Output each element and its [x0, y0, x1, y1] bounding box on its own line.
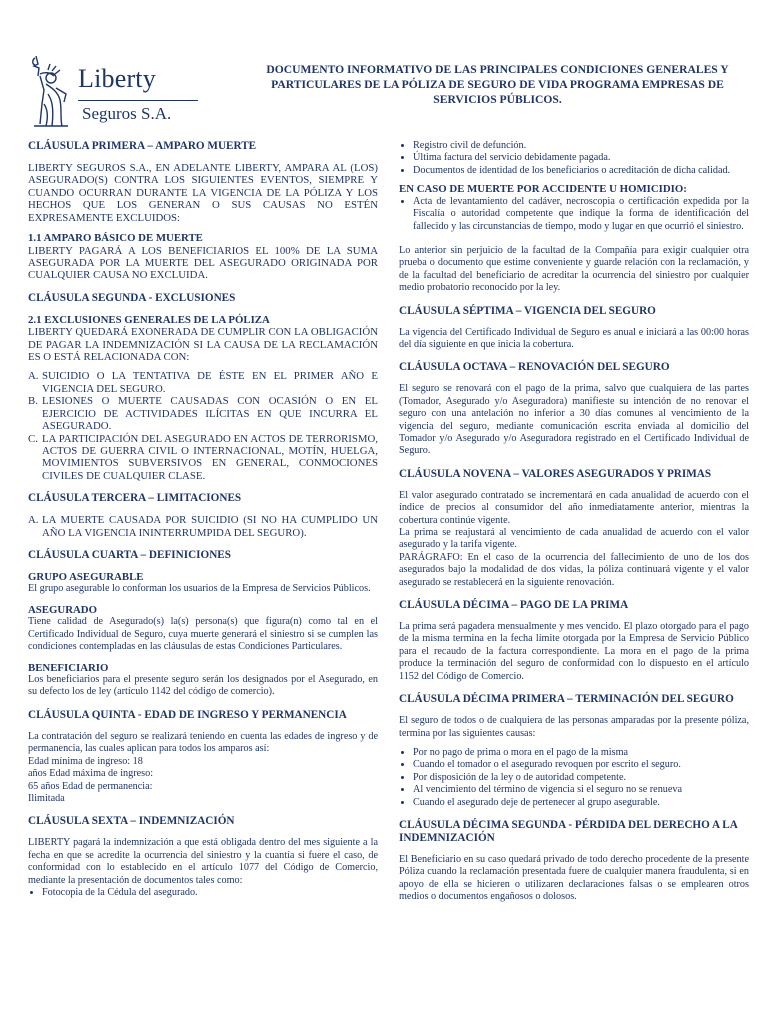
list-item: • Cuando el tomador o el asegurado revoquen por escrito el seguro.	[413, 759, 749, 771]
logo-divider	[78, 100, 198, 101]
clause-9-title: CLÁUSULA NOVENA – VALORES ASEGURADOS Y PRIMAS	[399, 467, 712, 480]
left-column	[28, 140, 378, 905]
limitations-list	[28, 514, 378, 539]
clause-11-title: CLÁUSULA DÉCIMA PRIMERA – TERMINACIÓN DEL SEGURO	[399, 693, 734, 706]
logo-subtitle: Seguros S.A.	[82, 104, 172, 123]
list-item: • Por no pago de prima o mora en el pago de la misma	[413, 747, 749, 759]
clause-5-title: CLÁUSULA QUINTA - EDAD DE INGRESO Y PERMANENCIA	[28, 708, 347, 721]
list-item: B. LESIONES O MUERTE CAUSADAS CON OCASIÓN O EN EL EJERCICIO DE ACTIVIDADES ILÍCITAS EN QUE INCURRA EL ASEGURADO.	[28, 395, 378, 433]
list-item: C. LA PARTICIPACIÓN DEL ASEGURADO EN ACTOS DE TERRORISMO, ACTOS DE GUERRA CIVIL O INTERNACIONAL, MOTÍN, HUELGA, MOVIMIENTOS SUBVERSIVOS EN GENERAL, CONMOCIONES CIVILES DE CUALQUIER CLASE.	[28, 432, 378, 482]
right-column	[399, 140, 749, 911]
age-line: Edad mínima de ingreso: 18	[28, 755, 143, 767]
clause-1-1-title: 1.1 AMPARO BÁSICO DE MUERTE	[28, 232, 203, 245]
definition-text: El grupo asegurable lo conforman los usuarios de la Empresa de Servicios Públicos.	[28, 583, 371, 595]
list-item: • Cuando el asegurado deje de pertenecer al grupo asegurable.	[413, 797, 749, 809]
clause-10-text: La prima será pagadera mensualmente y mes vencido. El plazo otorgado para el pago de la misma termina en la fecha límite otorgada por la Empresa de Servicio Público para el recaudo de la factura correspondiente. La mora en el pago de la prima produce la terminación del seguro de conformidad con lo dispuesto en el artículo 1152 del Código de Comercio.	[399, 621, 749, 682]
clause-7-title: CLÁUSULA SÉPTIMA – VIGENCIA DEL SEGURO	[399, 304, 656, 317]
clause-8-title: CLÁUSULA OCTAVA – RENOVACIÓN DEL SEGURO	[399, 361, 670, 374]
clause-12-text: El Beneficiario en su caso quedará privado de todo derecho procedente de la presente Póliza cuando la reclamación presentada fuere de cualquier manera fraudulenta, si en apoyo de ella se hicieren o utilizaren declaraciones falsas o se emplearen otros medios o documentos engañosos o dolosos.	[399, 853, 749, 903]
list-item: • Por disposición de la ley o de autoridad competente.	[413, 772, 749, 784]
list-item: • Última factura del servicio debidamente pagada.	[413, 152, 749, 164]
clause-8-text: El seguro se renovará con el pago de la prima, salvo que cualquiera de las partes (Tomador, Asegurado y/o Aseguradora) manifieste su intención de no renovar el seguro con una antelación no inferior a 30 días comunes al vencimiento de la vigencia del seguro, mediante comunicación escrita enviada al domicilio del Tomador y/o Asegurado y/o Aseguradora registrado en el Certificado Individual de Seguro.	[399, 383, 749, 457]
clause-1-1-text: LIBERTY PAGARÁ A LOS BENEFICIARIOS EL 100% DE LA SUMA ASEGURADA POR LA MUERTE DEL ASEGURADO ORIGINADA POR CUALQUIER CAUSA NO EXCLUIDA.	[28, 244, 378, 282]
clause-1-title: CLÁUSULA PRIMERA – AMPARO MUERTE	[28, 140, 257, 152]
clause-6-text: LIBERTY pagará la indemnización a que está obligada dentro del mes siguiente a la fecha en que se acredite la ocurrencia del siniestro y la cuantía si fuere el caso, de conformidad con lo establecido en el artículo 1077 del Código de Comercio, mediante la presentación de documentos tales como:	[28, 837, 378, 886]
clause-6-title: CLÁUSULA SEXTA – INDEMNIZACIÓN	[28, 815, 235, 828]
list-item: • Documentos de identidad de los beneficiarios o acreditación de dicha calidad.	[413, 165, 749, 177]
clause-2-1-title: 2.1 EXCLUSIONES GENERALES DE LA PÓLIZA	[28, 313, 270, 326]
age-line: Ilimitada	[28, 792, 65, 804]
documents-list	[28, 887, 378, 899]
statue-of-liberty-icon	[26, 54, 76, 128]
company-logo	[22, 50, 182, 130]
document-title: DOCUMENTO INFORMATIVO DE LAS PRINCIPALES CONDICIONES GENERALES Y PARTICULARES DE LA PÓLIZA DE SEGURO DE VIDA PROGRAMA EMPRESAS DE SERVICIOS PÚBLICOS.	[266, 63, 729, 106]
clause-9-text: El valor asegurado contratado se incrementará en cada anualidad de acuerdo con el índice de precios al consumidor del año inmediatamente anterior, mientras la cobertura continúe vigente.	[399, 489, 749, 526]
definition-title: GRUPO ASEGURABLE	[28, 570, 144, 583]
list-item: • Registro civil de defunción.	[413, 140, 749, 152]
clause-11-text: El seguro de todos o de cualquiera de las personas amparadas por la presente póliza, termina por las siguientes causas:	[399, 715, 749, 739]
age-line: años Edad máxima de ingreso:	[28, 768, 154, 780]
documents-list-continued	[399, 140, 749, 177]
clause-12-title: CLÁUSULA DÉCIMA SEGUNDA - PÉRDIDA DEL DERECHO A LA INDEMNIZACIÓN	[399, 818, 738, 844]
list-item: • Al vencimiento del término de vigencia si el seguro no se renueva	[413, 784, 749, 796]
clause-5-text: La contratación del seguro se realizará teniendo en cuenta las edades de ingreso y de permanencia, las cuales aplican para todos los amparos así:	[28, 730, 378, 755]
list-item: A. SUICIDIO O LA TENTATIVA DE ÉSTE EN EL PRIMER AÑO E VIGENCIA DEL SEGURO.	[28, 370, 378, 395]
accident-text: Lo anterior sin perjuicio de la facultad de la Compañía para exigir cualquier otra prueba o documento que estime conveniente y guarde relación con la reclamación, y de la facultad del beneficiario de acreditar la ocurrencia del siniestro por cualquier medio probatorio reconocido por la ley.	[399, 244, 749, 294]
clause-7-text: La vigencia del Certificado Individual de Seguro es anual e iniciará a las 00:00 horas del día siguiente en que inicia la cobertura.	[399, 326, 749, 350]
clause-1-text: LIBERTY SEGUROS S.A., EN ADELANTE LIBERTY, AMPARA AL (LOS) ASEGURADO(S) CONTRA LOS SIGUIENTES EVENTOS, SIEMPRE Y CUANDO OCURRAN DURANTE LA VIGENCIA DE LA PÓLIZA Y LOS HECHOS QUE LOS GENERAN O SUS CAUSAS NO ESTÉN EXPRESAMENTE EXCLUIDOS:	[28, 162, 378, 224]
termination-list	[399, 747, 749, 809]
clause-9-paragraph: PARÁGRAFO: En el caso de la ocurrencia del fallecimiento de uno de los dos asegurados bajo la modalidad de dos vidas, la póliza continuará vigente y el valor asegurado se restablecerá en la siguiente renovación.	[399, 551, 749, 588]
list-item: • Acta de levantamiento del cadáver, necroscopia o certificación expedida por la Fiscalía o autoridad competente que indique la forma de identificación del fallecido y las circunstancias de tiempo, modo y lugar en que ocurrió el siniestro.	[413, 196, 749, 233]
accident-title: EN CASO DE MUERTE POR ACCIDENTE U HOMICIDIO:	[399, 183, 687, 196]
clause-2-text: LIBERTY QUEDARÁ EXONERADA DE CUMPLIR CON LA OBLIGACIÓN DE PAGAR LA INDEMNIZACIÓN SI LA CAUSA DE LA RECLAMACIÓN ES O ESTÁ RELACIONADA CON:	[28, 326, 378, 364]
list-item: • Fotocopia de la Cédula del asegurado.	[42, 887, 378, 899]
logo-brand-text: Liberty	[78, 64, 156, 93]
age-line: 65 años Edad de permanencia:	[28, 780, 153, 792]
clause-3-title: CLÁUSULA TERCERA – LIMITACIONES	[28, 492, 242, 505]
definition-title: ASEGURADO	[28, 603, 97, 616]
definition-title: BENEFICIARIO	[28, 661, 109, 674]
clause-10-title: CLÁUSULA DÉCIMA – PAGO DE LA PRIMA	[399, 599, 629, 612]
definition-text: Tiene calidad de Asegurado(s) la(s) persona(s) que figura(n) como tal en el Certificado Individual de Seguro, cuya muerte generará el siniestro si se cumplen las condiciones contempladas en las cláusulas de estas Condiciones Particulares.	[28, 616, 378, 653]
clause-4-title: CLÁUSULA CUARTA – DEFINICIONES	[28, 548, 231, 561]
accident-list	[399, 196, 749, 233]
clause-2-title: CLÁUSULA SEGUNDA - EXCLUSIONES	[28, 291, 236, 304]
definition-text: Los beneficiarios para el presente seguro serán los designados por el Asegurado, en su defecto los de ley (artículo 1142 del código de comercio).	[28, 674, 378, 698]
exclusions-list	[28, 370, 378, 482]
list-item: A. LA MUERTE CAUSADA POR SUICIDIO (SI NO HA CUMPLIDO UN AÑO LA VIGENCIA ININTERRUMPIDA DEL SEGURO).	[28, 514, 378, 539]
clause-9-text: La prima se reajustará al vencimiento de cada anualidad de acuerdo con el valor asegurado y la tarifa vigente.	[399, 527, 749, 551]
